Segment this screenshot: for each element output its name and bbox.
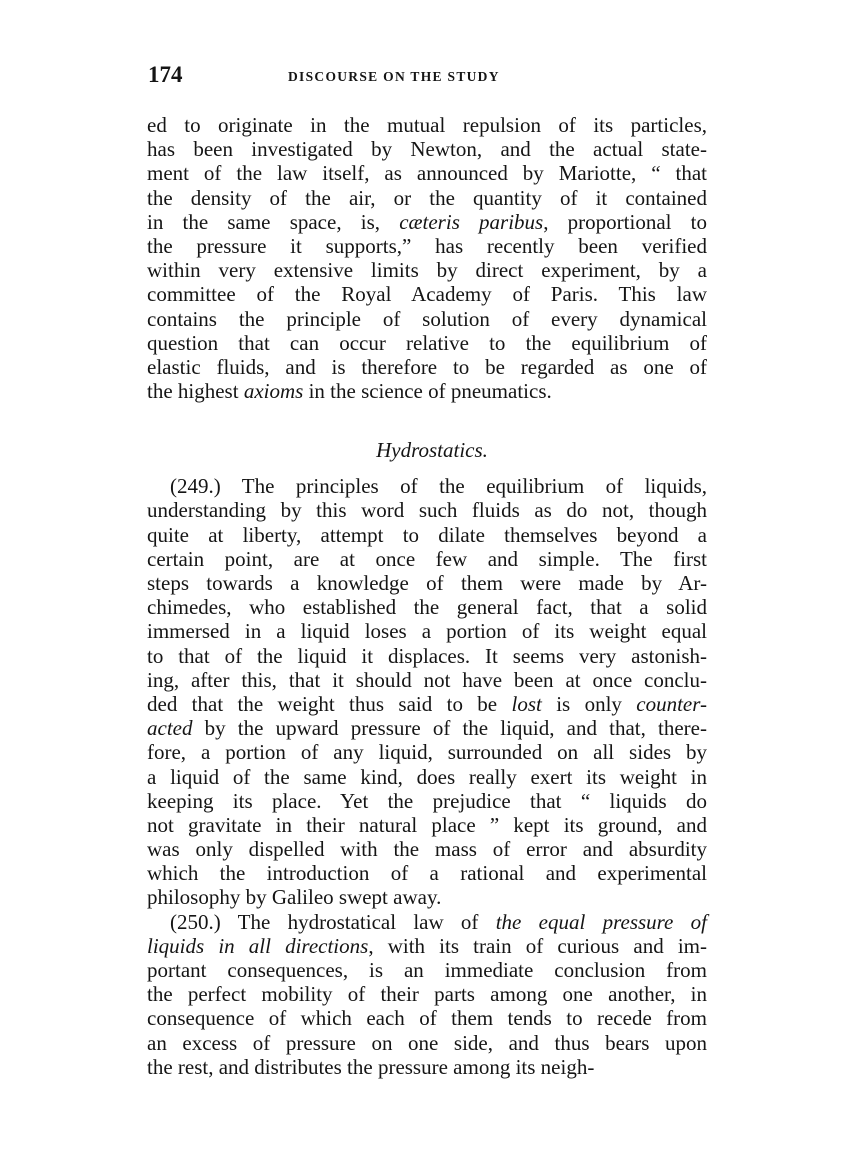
text-span: consequence of which each of them tends to recede from	[147, 1006, 707, 1031]
text-span: keeping its place. Yet the prejudice that “ liquids do	[147, 788, 707, 813]
text-line	[147, 885, 707, 909]
text-span: which the introduction of a rational and experimental	[147, 861, 707, 886]
text-span: certain point, are at once few and simple. The first	[147, 546, 707, 571]
text-span: elastic fluids, and is therefore to be regarded as one of	[147, 354, 707, 379]
text-span: chimedes, who established the general fact, that a solid	[147, 595, 707, 620]
text-line	[147, 910, 707, 934]
text-span: (249.) The principles of the equilibrium of liquids,	[170, 474, 707, 499]
text-line	[147, 619, 707, 643]
paragraph-249	[147, 474, 707, 909]
text-span: to that of the liquid it displaces. It seems very astonish-	[147, 643, 707, 668]
text-line	[147, 692, 707, 716]
text-line	[147, 571, 707, 595]
text-line	[147, 765, 707, 789]
text-line	[147, 186, 707, 210]
text-line	[147, 861, 707, 885]
text-span: in the science of pneumatics.	[303, 379, 552, 404]
text-span: an excess of pressure on one side, and thus bears upon	[147, 1030, 707, 1055]
text-line	[147, 1055, 707, 1079]
text-span: a liquid of the same kind, does really exert its weight in	[147, 764, 707, 789]
text-span: , with its train of curious and im-	[368, 933, 707, 958]
text-line	[147, 379, 707, 403]
text-span: within very extensive limits by direct experiment, by a	[147, 258, 707, 283]
text-span: the pressure it supports,” has recently been verified	[147, 233, 707, 258]
italic-text: lost	[511, 691, 542, 716]
text-span: ing, after this, that it should not have been at once conclu-	[147, 667, 707, 692]
text-line	[147, 210, 707, 234]
text-line	[147, 137, 707, 161]
text-span: immersed in a liquid loses a portion of its weight equal	[147, 619, 707, 644]
page-number: 174	[148, 62, 183, 87]
text-line	[147, 595, 707, 619]
italic-text: axioms	[243, 379, 304, 404]
text-span: the perfect mobility of their parts among one another, in	[147, 982, 707, 1007]
text-line	[147, 716, 707, 740]
text-span: , proportional to	[543, 209, 707, 234]
text-span: contains the principle of solution of every dynamical	[147, 306, 707, 331]
text-line	[147, 331, 707, 355]
body-text	[147, 113, 707, 1079]
text-span: understanding by this word such fluids as do not, though	[147, 498, 707, 523]
text-span: the rest, and distributes the pressure among its neigh-	[147, 1054, 595, 1079]
text-line	[147, 307, 707, 331]
text-line	[147, 498, 707, 522]
paragraph-250	[147, 910, 707, 1079]
text-line	[147, 523, 707, 547]
text-span: quite at liberty, attempt to dilate themselves beyond a	[147, 522, 707, 547]
italic-text: cæteris paribus	[399, 209, 544, 234]
text-span: question that can occur relative to the equilibrium of	[147, 330, 707, 355]
text-line	[147, 355, 707, 379]
text-line	[147, 934, 707, 958]
text-span: (250.) The hydrostatical law of	[170, 909, 496, 934]
text-span: steps towards a knowledge of them were made by Ar-	[147, 571, 707, 595]
page-header	[148, 62, 708, 92]
text-line	[147, 547, 707, 571]
text-line	[147, 644, 707, 668]
text-line	[147, 813, 707, 837]
text-span: by the upward pressure of the liquid, and that, there-	[192, 716, 707, 741]
text-span: ment of the law itself, as announced by Mariotte, “ that	[147, 161, 707, 186]
italic-text: acted	[147, 716, 193, 741]
text-line	[147, 113, 707, 137]
text-line	[147, 282, 707, 306]
italic-text: counter-	[636, 691, 707, 716]
text-line	[147, 668, 707, 692]
text-span: the highest	[147, 379, 244, 404]
text-line	[147, 789, 707, 813]
text-line	[147, 474, 707, 498]
text-line	[147, 234, 707, 258]
italic-text: the equal pressure of	[495, 909, 707, 934]
text-span: was only dispelled with the mass of error and absurdity	[147, 837, 707, 862]
text-span: philosophy by Galileo swept away.	[147, 885, 442, 910]
text-span: portant consequences, is an immediate conclusion from	[147, 958, 707, 982]
text-span: in the same space, is,	[147, 209, 400, 234]
text-span: the density of the air, or the quantity of it contained	[147, 185, 707, 210]
section-heading: Hydrostatics.	[376, 438, 488, 463]
text-line	[147, 958, 707, 982]
text-span: is only	[541, 691, 637, 716]
text-line	[147, 1031, 707, 1055]
text-line	[147, 982, 707, 1006]
paragraph-1	[147, 113, 707, 403]
text-line	[147, 837, 707, 861]
text-span: has been investigated by Newton, and the actual state-	[147, 137, 707, 162]
text-line	[147, 740, 707, 764]
text-span: ded that the weight thus said to be	[147, 691, 512, 716]
text-span: fore, a portion of any liquid, surrounded on all sides by	[147, 740, 707, 765]
text-span: not gravitate in their natural place ” kept its ground, and	[147, 812, 707, 837]
text-span: ed to originate in the mutual repulsion of its particles,	[147, 113, 707, 137]
italic-text: liquids in all directions	[147, 933, 369, 958]
text-span: committee of the Royal Academy of Paris. This law	[147, 282, 707, 307]
text-line	[147, 161, 707, 185]
text-line	[147, 258, 707, 282]
text-line	[147, 1006, 707, 1030]
running-head: DISCOURSE ON THE STUDY	[288, 69, 500, 84]
